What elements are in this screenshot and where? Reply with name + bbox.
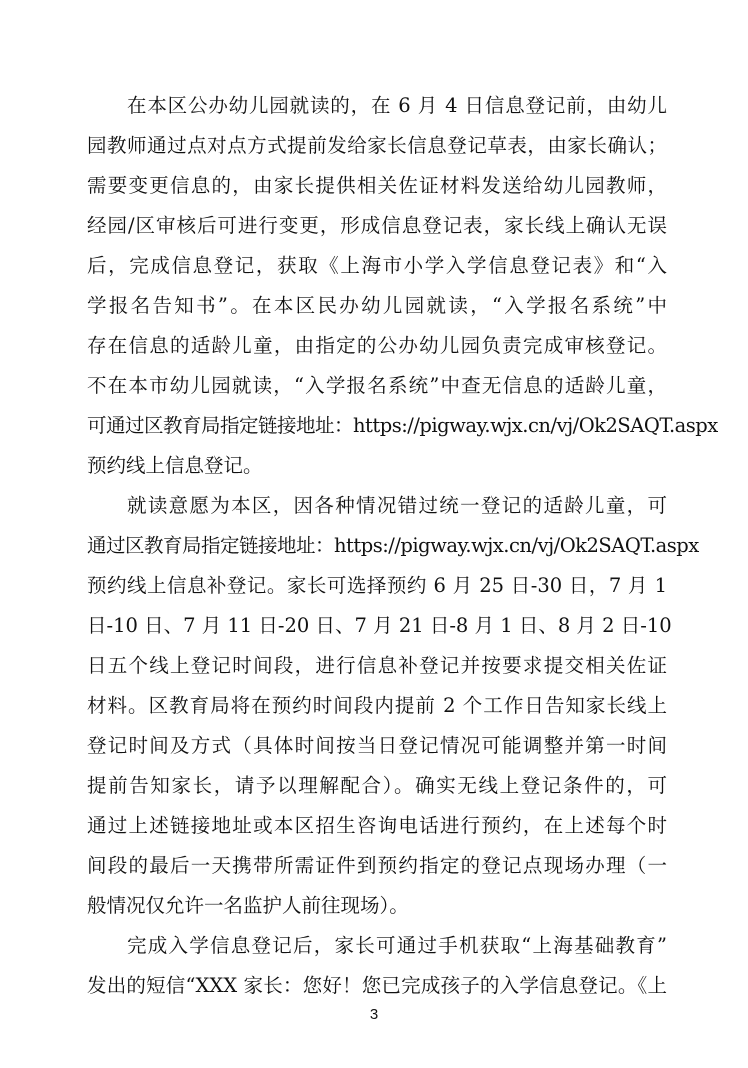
paragraph-2-line-2-url: 通过区教育局指定链接地址：https://pigway.wjx.cn/vj/Ok2SAQT.aspx (87, 534, 699, 557)
paragraph-1-line-6: 学报名告知书”。在本区民办幼儿园就读，“入学报名系统”中 (87, 294, 667, 317)
paragraph-1-line-1: 在本区公办幼儿园就读的，在 6 月 4 日信息登记前，由幼儿 (127, 94, 667, 117)
paragraph-2-line-9: 通过上述链接地址或本区招生咨询电话进行预约，在上述每个时 (87, 814, 667, 837)
paragraph-1-line-7: 存在信息的适龄儿童，由指定的公办幼儿园负责完成审核登记。 (87, 334, 667, 357)
paragraph-1-line-5: 后，完成信息登记，获取《上海市小学入学信息登记表》和“入 (87, 254, 667, 277)
paragraph-1-line-2: 园教师通过点对点方式提前发给家长信息登记草表，由家长确认； (87, 134, 667, 157)
page-number: 3 (369, 1006, 379, 1023)
paragraph-2-line-11: 般情况仅允许一名监护人前往现场）。 (87, 894, 409, 917)
paragraph-1-line-10: 预约线上信息登记。 (87, 454, 263, 477)
paragraph-2-line-8: 提前告知家长，请予以理解配合）。确实无线上登记条件的，可 (87, 774, 667, 797)
paragraph-2-line-5: 日五个线上登记时间段，进行信息补登记并按要求提交相关佐证 (87, 654, 667, 677)
paragraph-1-line-3: 需要变更信息的，由家长提供相关佐证材料发送给幼儿园教师， (87, 174, 667, 197)
paragraph-2-line-4: 日-10 日、7 月 11 日-20 日、7 月 21 日-8 月 1 日、8 月 2 日-10 (87, 614, 672, 637)
paragraph-2-line-10: 间段的最后一天携带所需证件到预约指定的登记点现场办理（一 (87, 854, 667, 877)
paragraph-1-line-9-url: 可通过区教育局指定链接地址：https://pigway.wjx.cn/vj/Ok2SAQT.aspx (87, 414, 718, 437)
paragraph-2-line-6: 材料。区教育局将在预约时间段内提前 2 个工作日告知家长线上 (87, 694, 667, 717)
paragraph-1-line-4: 经园/区审核后可进行变更，形成信息登记表，家长线上确认无误 (87, 214, 667, 237)
paragraph-2-line-3: 预约线上信息补登记。家长可选择预约 6 月 25 日-30 日，7 月 1 (87, 574, 667, 597)
paragraph-3-line-1: 完成入学信息登记后，家长可通过手机获取“上海基础教育” (127, 934, 667, 957)
paragraph-3-line-2: 发出的短信“XXX 家长：您好！您已完成孩子的入学信息登记。《上 (87, 974, 667, 997)
paragraph-1-line-8: 不在本市幼儿园就读，“入学报名系统”中查无信息的适龄儿童， (87, 374, 667, 397)
paragraph-2-line-1: 就读意愿为本区，因各种情况错过统一登记的适龄儿童，可 (127, 494, 667, 517)
paragraph-2-line-7: 登记时间及方式（具体时间按当日登记情况可能调整并第一时间 (87, 734, 667, 757)
